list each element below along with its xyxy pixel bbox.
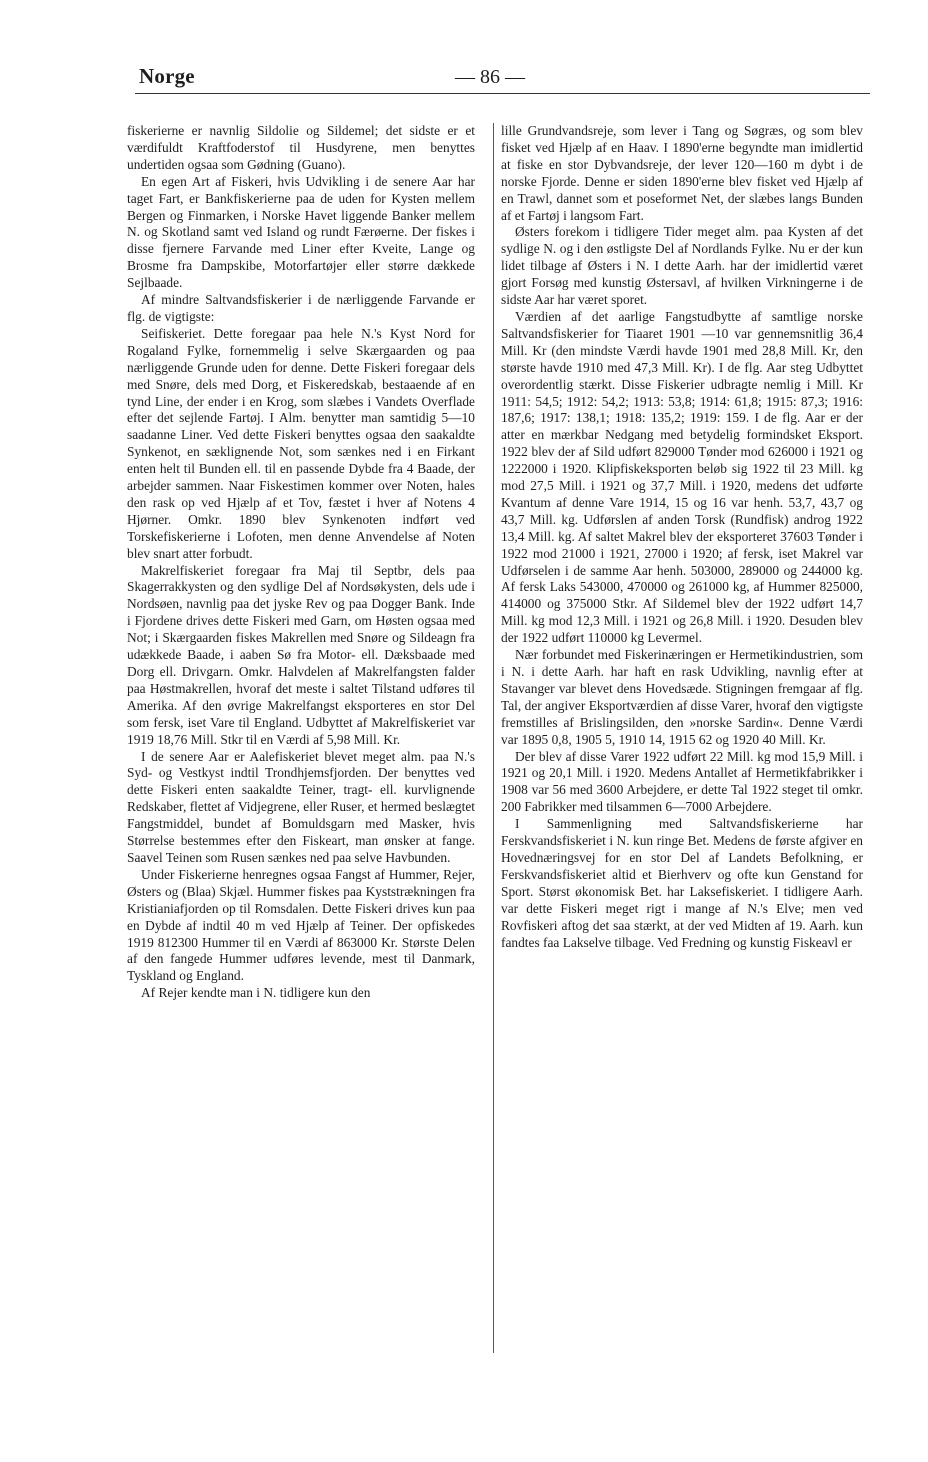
paragraph: Der blev af disse Varer 1922 udført 22 Mill. kg mod 15,9 Mill. i 1921 og 20,1 Mill. i 1920. Medens Antallet af Hermetikfabrikker i 1908 var 56 med 3600 Arbejdere, er dette Tal 1922 steget til omkr. 200 Fabrikker med tilsammen 6—7000 Arbejdere. xyxy=(501,748,863,815)
paragraph: Under Fiskerierne henregnes ogsaa Fangst af Hummer, Rejer, Østers og (Blaa) Skjæl. Hummer fiskes paa Kyststrækningen fra Kristianiafjorden op til Romsdalen. Dette Fiskeri drives kun paa en Dybde af indtil 40 m ved Hjælp af Teiner. Der opfiskedes 1919 812300 Hummer til en Værdi af 863000 Kr. Største Delen af den fangede Hummer udføres levende, mest til Danmark, Tyskland og England. xyxy=(127,866,475,984)
paragraph: Af Rejer kendte man i N. tidligere kun den xyxy=(141,985,371,1001)
left-column xyxy=(127,123,475,1002)
paragraph: lille Grundvandsreje, som lever i Tang og Søgræs, og som blev fisket ved Hjælp af en Haav. I 1890'erne begyndte man imidlertid at fiske en stor Dybvandsreje, der lever 120—160 m dybt i de norske Fjorde. Denne er siden 1890'erne blev fisket ved Hjælp af en Trawl, dannet som et poseformet Net, der slæbes langs Bunden af et Fartøj i langsom Fart. xyxy=(501,123,863,223)
paragraph: Nær forbundet med Fiskerinæringen er Hermetikindustrien, som i N. i dette Aarh. har haft en rask Udvikling, navnlig efter at Stavanger var blevet dens Hovedsæde. Stigningen fremgaar af flg. Tal, der angiver Eksportværdien af disse Varer, hvoraf den vigtigste fremstilles af Brislingsilden, den »norske Sardin«. Denne Værdi var 1895 0,8, 1905 5, 1910 14, 1915 62 og 1920 40 Mill. Kr. xyxy=(501,647,863,747)
paragraph: Makrelfiskeriet foregaar fra Maj til Septbr, dels paa Skagerrakkysten og den sydlige Del af Nordsøkysten, dels ude i Nordsøen, navnlig paa det jyske Rev og paa Dogger Bank. Inde i Fjordene drives dette Fiskeri med Garn, om Høsten ogsaa med Not; i Skærgaarden fiskes Makrellen med Snøre og Sildeagn fra udækkede Baade, i aaben Sø fra Motor- ell. Dæksbaade med Dorg ell. Drivgarn. Omkr. Halvdelen af Makrelfangsten falder paa Høstmakrellen, hvoraf det meste i saltet Tilstand udføres til Amerika. Af den øvrige Makrelfangst eksporteres en stor Del som fersk, iset Vare til England. Udbyttet af Makrelfiskeriet var 1919 18,76 Mill. Stkr til en Værdi af 5,98 Mill. Kr. xyxy=(127,562,475,747)
header-rule xyxy=(135,93,870,94)
paragraph: Østers forekom i tidligere Tider meget alm. paa Kysten af det sydlige N. og i den østligste Del af Nordlands Fylke. Nu er der kun lidet tilbage af Østers i N. I dette Aarh. har der imidlertid været gjort Forsøg med kunstig Østersavl, af hvilken Virkningerne i de sidste Aar har været sporet. xyxy=(501,224,863,308)
column-divider xyxy=(493,123,494,1353)
page-number: — 86 — xyxy=(455,66,525,88)
paragraph: Værdien af det aarlige Fangstudbytte af samtlige norske Saltvandsfiskerier for Tiaaret 1901 —10 var gennemsnitlig 36,4 Mill. Kr (den mindste Værdi havde 1901 med 28,8 Mill. Kr, den største havde 1910 med 47,3 Mill. Kr). I de flg. Aar steg Udbyttet overordentlig stærkt. Disse Fiskerier udbragte nemlig i Mill. Kr 1911: 54,5; 1912: 54,2; 1913: 53,8; 1914: 61,8; 1915: 87,3; 1916: 187,6; 1917: 138,1; 1918: 135,2; 1919: 159. I de flg. Aar er der atter en mærkbar Nedgang med betydelig formindsket Eksport. 1922 blev der af Sild udført 829000 Tønder mod 626000 i 1921 og 1222000 i 1920. Klipfiskeksporten beløb sig 1922 til 23 Mill. kg mod 27,5 Mill. i 1921 og 37,7 Mill. i 1920, medens det udførte Kvantum af denne Vare 1914, 15 og 16 var henh. 53,7, 43,7 og 43,7 Mill. kg. Udførslen af anden Torsk (Rundfisk) androg 1922 13,4 Mill. kg. Af saltet Makrel blev der eksporteret 37603 Tønder i 1922 mod 21000 i 1921, 27000 i 1920; af fersk, iset Makrel var Udførselen i de samme Aar henh. 503000, 289000 og 244000 kg. Af fersk Laks 543000, 470000 og 261000 kg, af Hummer 825000, 414000 og 375000 Stkr. Af Sildemel blev der 1922 udført 14,7 Mill. kg mod 12,3 Mill. i 1921 og 26,8 Mill. i 1920. Desuden blev der 1922 udført 110000 kg Levermel. xyxy=(501,308,863,646)
paragraph: Seifiskeriet. Dette foregaar paa hele N.'s Kyst Nord for Rogaland Fylke, fornemmelig i selve Skærgaarden og paa nærliggende Grunde uden for denne. Dette Fiskeri foregaar dels med Snøre, dels med Dorg, et Fiskeredskab, bestaaende af en tynd Line, der ender i en Krog, som slæbes i Vandets Overflade efter det sejlende Fartøj. I Alm. benytter man samtidig 5—10 saadanne Liner. Ved dette Fiskeri benyttes ogsaa den saakaldte Synkenot, en sæklignende Not, som sænkes ned i en Firkant enten helt til Bunden ell. til en passende Dybde fra 4 Baade, der arbejder sammen. Naar Fiskestimen kommer over Noten, hales den rask op ved Hjælp af et Tov, fæstet i hver af Notens 4 Hjørner. Omkr. 1890 blev Synkenoten indført ved Torskefiskerierne i Lofoten, men denne Anvendelse af Noten blev snart atter forbudt. xyxy=(127,325,475,561)
page-header xyxy=(135,60,870,94)
paragraph: En egen Art af Fiskeri, hvis Udvikling i de senere Aar har taget Fart, er Bankfiskerierne paa de uden for Kysten mellem Bergen og Finmarken, i Norske Havet liggende Banker mellem N. og Skotland samt ved Island og rundt Færøerne. Der fiskes i disse fjernere Farvande med Liner efter Kveite, Lange og Brosme fra Dampskibe, Motorfartøjer eller større dækkede Sejlbaade. xyxy=(127,173,475,291)
right-column xyxy=(501,123,863,951)
page-title: Norge xyxy=(139,64,195,88)
paragraph: I Sammenligning med Saltvandsfiskerierne har Ferskvandsfiskeriet i N. kun ringe Bet. Medens de første afgiver en Hovednæringsvej for en stor Del af Landets Befolkning, er Ferskvandsfiskeriet altid et Bierhverv og ofte kun Genstand for Sport. Størst økonomisk Bet. har Laksefiskeriet. I tidligere Aarh. var dette Fiskeri meget rigt i mange af N.'s Elve; men ved Rovfiskeri aftog det saa stærkt, at der ved Midten af 19. Aarh. kun fandtes faa Lakselve tilbage. Ved Fredning og kunstig Fiskeavl er xyxy=(501,816,863,950)
paragraph: I de senere Aar er Aalefiskeriet blevet meget alm. paa N.'s Syd- og Vestkyst indtil Trondhjemsfjorden. Der benyttes ved dette Fiskeri enten saakaldte Teiner, tragt- ell. kurvlignende Redskaber, flettet af Vidjegrene, eller Ruser, et hermed beslægtet Fangstmiddel, bundet af Bomuldsgarn med Masker, hvis Størrelse bestemmes efter den Fiskeart, man ønsker at fange. Saavel Teinen som Rusen sænkes ned paa selve Havbunden. xyxy=(127,748,475,865)
paragraph: Af mindre Saltvandsfiskerier i de nærliggende Farvande er flg. de vigtigste: xyxy=(127,292,475,324)
paragraph: fiskerierne er navnlig Sildolie og Sildemel; det sidste er et værdifuldt Kraftfoderstof til Husdyrene, men benyttes undertiden ogsaa som Gødning (Guano). xyxy=(127,123,475,172)
